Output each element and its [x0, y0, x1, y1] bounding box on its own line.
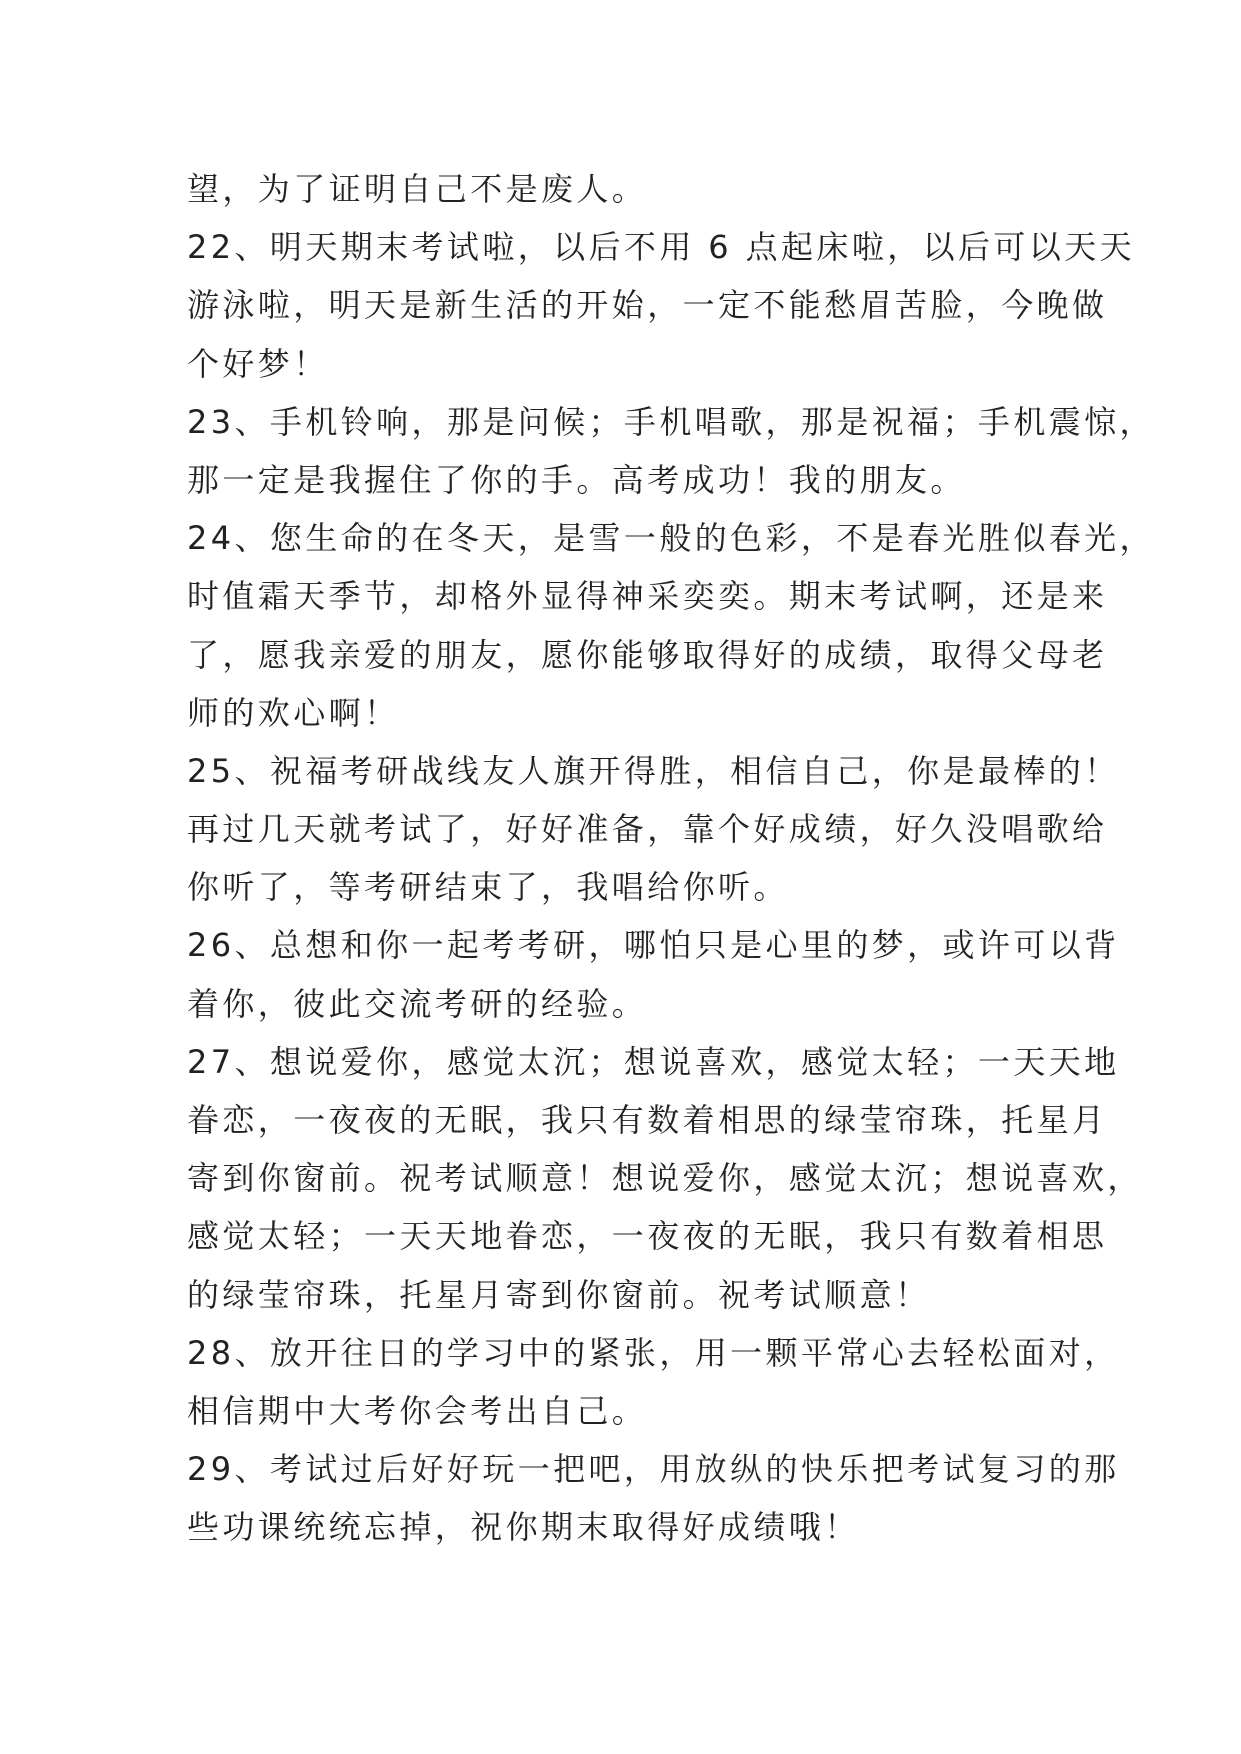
text-line: 眷恋，一夜夜的无眠，我只有数着相思的绿莹帘珠，托星月	[187, 1101, 1108, 1139]
text-line: 时值霜天季节，却格外显得神采奕奕。期末考试啊，还是来	[187, 577, 1108, 616]
text-line: 那一定是我握住了你的手。高考成功！我的朋友。	[187, 460, 966, 499]
document-body	[187, 160, 1155, 1557]
text-line: 寄到你窗前。祝考试顺意！想说爱你，感觉太沉；想说喜欢，	[187, 1159, 1143, 1198]
text-line: 着你，彼此交流考研的经验。	[187, 984, 648, 1023]
text-line: 个好梦！	[187, 344, 329, 383]
text-line: 22、明天期末考试啦，以后不用 6 点起床啦，以后可以天天	[187, 228, 1136, 267]
text-line: 23、手机铃响，那是问候；手机唱歌，那是祝福；手机震惊，	[187, 402, 1155, 441]
text-line: 些功课统统忘掉，祝你期末取得好成绩哦！	[187, 1508, 860, 1547]
text-line: 你听了，等考研结束了，我唱给你听。	[187, 868, 789, 907]
text-line: 27、想说爱你，感觉太沉；想说喜欢，感觉太轻；一天天地	[187, 1042, 1120, 1081]
text-line: 相信期中大考你会考出自己。	[187, 1391, 648, 1430]
text-line: 感觉太轻；一天天地眷恋，一夜夜的无眠，我只有数着相思	[187, 1217, 1108, 1256]
text-line: 望，为了证明自己不是废人。	[187, 170, 648, 208]
text-line: 游泳啦，明天是新生活的开始，一定不能愁眉苦脸，今晚做	[187, 286, 1108, 325]
text-line: 29、考试过后好好玩一把吧，用放纵的快乐把考试复习的那	[187, 1450, 1120, 1489]
text-line: 24、您生命的在冬天，是雪一般的色彩，不是春光胜似春光，	[187, 519, 1155, 558]
text-line: 了，愿我亲爱的朋友，愿你能够取得好的成绩，取得父母老	[187, 635, 1108, 674]
text-line: 再过几天就考试了，好好准备，靠个好成绩，好久没唱歌给	[187, 810, 1108, 849]
text-line: 师的欢心啊！	[187, 693, 400, 732]
text-line: 28、放开往日的学习中的紧张，用一颗平常心去轻松面对，	[187, 1333, 1120, 1372]
text-line: 25、祝福考研战线友人旗开得胜，相信自己，你是最棒的！	[187, 751, 1120, 790]
text-line: 26、总想和你一起考考研，哪怕只是心里的梦，或许可以背	[187, 926, 1120, 965]
text-line: 的绿莹帘珠，托星月寄到你窗前。祝考试顺意！	[187, 1275, 931, 1314]
